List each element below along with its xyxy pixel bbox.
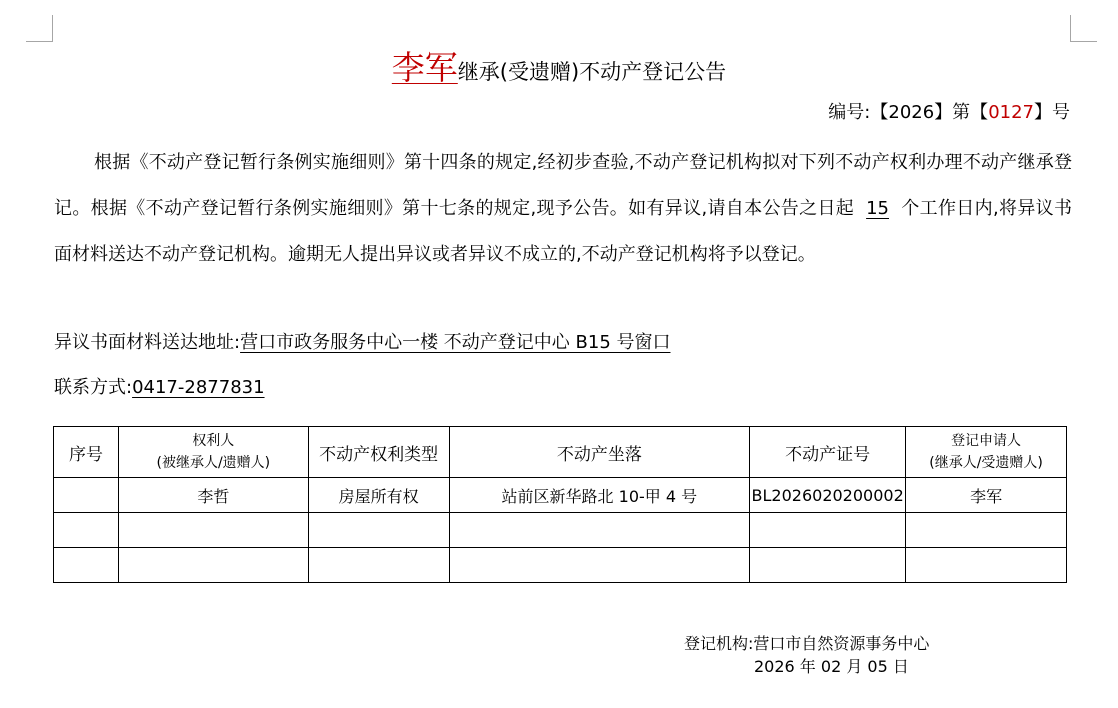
cell-owner (118, 513, 308, 548)
address-label: 异议书面材料送达地址: (54, 332, 241, 353)
body-part-1: 根据《不动产登记暂行条例实施细则》第十四条的规定,经初步查验,不动产登记机构拟对下列不动产权利办理不动产继承登记。根据《不动产登记暂行条例实施细则》第十七条的规定,现予公告。如有异议,请自本公告之日起 (54, 152, 1072, 219)
header-applicant (906, 427, 1067, 478)
header-applicant-sub: (继承人/受遗赠人) (929, 455, 1043, 471)
cell-right-type (308, 513, 449, 548)
table-header-row (54, 427, 1067, 478)
address-value: 营口市政务服务中心一楼 不动产登记中心 B15 号窗口 (240, 332, 671, 353)
cell-seq (54, 548, 119, 583)
document-number (828, 99, 1070, 127)
cell-right-type: 房屋所有权 (308, 478, 449, 513)
cell-location (449, 513, 750, 548)
docno-serial: 0127 (988, 102, 1034, 123)
table-row (54, 513, 1067, 548)
header-owner-sub: (被继承人/遗赠人) (156, 455, 271, 471)
docno-year: 2026 (888, 102, 935, 123)
cell-applicant (906, 548, 1067, 583)
header-owner-label: 权利人 (192, 433, 235, 449)
cell-location (449, 548, 750, 583)
page-corner-mark-top-left (26, 15, 53, 42)
docno-suffix: 】号 (1034, 102, 1070, 123)
header-seq: 序号 (54, 427, 119, 478)
contact-label: 联系方式: (54, 377, 133, 398)
header-owner (118, 427, 308, 478)
notice-date: 2026 年 02 月 05 日 (754, 657, 909, 676)
registration-table (53, 426, 1067, 583)
table-row (54, 548, 1067, 583)
page-corner-mark-top-right (1070, 15, 1097, 42)
notice-title (0, 46, 1118, 94)
objection-address-line (54, 329, 671, 357)
body-part-2: 个工作日内,将异议书面材料送达不动产登记机构。逾期无人提出异议或者异议不成立的,不动产登记机构将予以登记。 (54, 198, 1072, 265)
header-right-type: 不动产权利类型 (308, 427, 449, 478)
header-location: 不动产坐落 (449, 427, 750, 478)
notice-body (54, 140, 1072, 278)
docno-prefix: 编号:【 (828, 102, 889, 123)
cell-cert-no (750, 513, 906, 548)
table-row (54, 478, 1067, 513)
cell-cert-no (750, 548, 906, 583)
cell-applicant (906, 513, 1067, 548)
header-cert-no: 不动产证号 (750, 427, 906, 478)
cell-owner (118, 548, 308, 583)
header-applicant-label: 登记申请人 (951, 433, 1022, 449)
title-heir-name: 李军 (391, 48, 458, 87)
contact-value: 0417-2877831 (132, 377, 265, 398)
docno-middle: 】第【 (934, 102, 989, 123)
cell-owner: 李哲 (118, 478, 308, 513)
title-text: 继承(受遗赠)不动产登记公告 (457, 60, 727, 84)
cell-seq (54, 513, 119, 548)
cell-cert-no: BL2026020200002 (750, 478, 906, 513)
registration-authority: 登记机构:营口市自然资源事务中心 (684, 634, 930, 653)
cell-location: 站前区新华路北 10-甲 4 号 (449, 478, 750, 513)
cell-applicant: 李军 (906, 478, 1067, 513)
contact-line (54, 374, 265, 402)
objection-days: 15 (866, 198, 889, 219)
cell-right-type (308, 548, 449, 583)
cell-seq (54, 478, 119, 513)
